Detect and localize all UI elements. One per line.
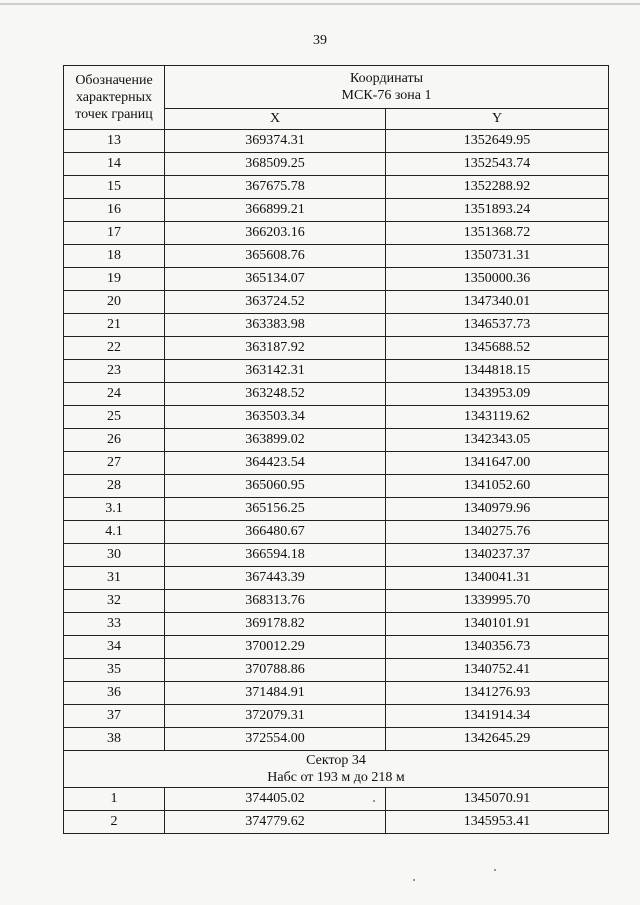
table-row — [64, 199, 609, 222]
table-row — [64, 636, 609, 659]
x-cell: 371484.91 — [165, 682, 386, 705]
table-row — [64, 360, 609, 383]
point-cell: 27 — [64, 452, 165, 475]
y-cell: 1352288.92 — [386, 176, 609, 199]
y-cell: 1340752.41 — [386, 659, 609, 682]
y-cell: 1341647.00 — [386, 452, 609, 475]
y-cell: 1351368.72 — [386, 222, 609, 245]
table-row — [64, 176, 609, 199]
y-cell: 1347340.01 — [386, 291, 609, 314]
point-cell: 4.1 — [64, 521, 165, 544]
y-cell: 1340979.96 — [386, 498, 609, 521]
x-cell: 368313.76 — [165, 590, 386, 613]
x-cell: 372554.00 — [165, 728, 386, 751]
table-row — [64, 130, 609, 153]
y-cell: 1342645.29 — [386, 728, 609, 751]
table-row — [64, 452, 609, 475]
point-cell: 21 — [64, 314, 165, 337]
point-cell: 25 — [64, 406, 165, 429]
point-designation-header — [64, 66, 165, 130]
table-row — [64, 222, 609, 245]
y-cell: 1346537.73 — [386, 314, 609, 337]
y-cell: 1345070.91 — [386, 788, 609, 811]
table-row — [64, 245, 609, 268]
x-cell: 370788.86 — [165, 659, 386, 682]
x-cell: 366203.16 — [165, 222, 386, 245]
table-row — [64, 498, 609, 521]
point-cell: 26 — [64, 429, 165, 452]
point-cell: 16 — [64, 199, 165, 222]
x-cell: 365608.76 — [165, 245, 386, 268]
point-cell: 33 — [64, 613, 165, 636]
sector-title: Сектор 34 — [306, 753, 366, 768]
table-row — [64, 788, 609, 811]
point-cell: 18 — [64, 245, 165, 268]
x-cell: 374779.62 — [165, 811, 386, 834]
sector-subtitle: Набс от 193 м до 218 м — [267, 770, 405, 785]
point-cell: 35 — [64, 659, 165, 682]
scan-speck — [413, 879, 415, 881]
point-cell: 34 — [64, 636, 165, 659]
x-cell: 374405.02 — [165, 788, 386, 811]
scan-speck — [373, 800, 375, 802]
table-row — [64, 811, 609, 834]
table-row — [64, 521, 609, 544]
point-header-line: точек границ — [75, 107, 153, 122]
y-column-header: Y — [386, 109, 609, 130]
point-cell: 28 — [64, 475, 165, 498]
coordinates-table — [63, 65, 609, 834]
scan-top-edge — [0, 3, 640, 5]
point-cell: 14 — [64, 153, 165, 176]
point-cell: 24 — [64, 383, 165, 406]
coordinates-header-line: МСК-76 зона 1 — [341, 88, 432, 103]
table-row — [64, 268, 609, 291]
x-cell: 368509.25 — [165, 153, 386, 176]
x-cell: 365134.07 — [165, 268, 386, 291]
y-cell: 1341052.60 — [386, 475, 609, 498]
table-row — [64, 590, 609, 613]
table-row — [64, 475, 609, 498]
y-cell: 1350000.36 — [386, 268, 609, 291]
sector-rows — [64, 788, 609, 834]
point-cell: 3.1 — [64, 498, 165, 521]
table-row — [64, 291, 609, 314]
table-row — [64, 153, 609, 176]
x-cell: 366594.18 — [165, 544, 386, 567]
x-cell: 363503.34 — [165, 406, 386, 429]
x-column-header: X — [165, 109, 386, 130]
y-cell: 1351893.24 — [386, 199, 609, 222]
table-row — [64, 406, 609, 429]
y-cell: 1352543.74 — [386, 153, 609, 176]
coordinates-header-line: Координаты — [350, 71, 423, 86]
y-cell: 1340356.73 — [386, 636, 609, 659]
y-cell: 1340237.37 — [386, 544, 609, 567]
y-cell: 1342343.05 — [386, 429, 609, 452]
y-cell: 1341276.93 — [386, 682, 609, 705]
point-cell: 2 — [64, 811, 165, 834]
table-row — [64, 337, 609, 360]
x-cell: 366480.67 — [165, 521, 386, 544]
point-header-line: характерных — [75, 90, 153, 105]
y-cell: 1350731.31 — [386, 245, 609, 268]
y-cell: 1344818.15 — [386, 360, 609, 383]
x-cell: 372079.31 — [165, 705, 386, 728]
y-cell: 1352649.95 — [386, 130, 609, 153]
x-cell: 366899.21 — [165, 199, 386, 222]
point-cell: 31 — [64, 567, 165, 590]
x-cell: 367443.39 — [165, 567, 386, 590]
y-cell: 1340041.31 — [386, 567, 609, 590]
x-cell: 363142.31 — [165, 360, 386, 383]
x-cell: 364423.54 — [165, 452, 386, 475]
x-cell: 363899.02 — [165, 429, 386, 452]
x-cell: 363383.98 — [165, 314, 386, 337]
x-cell: 363248.52 — [165, 383, 386, 406]
table-row — [64, 314, 609, 337]
page-number: 39 — [313, 33, 327, 48]
point-cell: 20 — [64, 291, 165, 314]
point-cell: 38 — [64, 728, 165, 751]
x-cell: 367675.78 — [165, 176, 386, 199]
y-cell: 1339995.70 — [386, 590, 609, 613]
point-cell: 1 — [64, 788, 165, 811]
y-cell: 1345688.52 — [386, 337, 609, 360]
scan-speck — [494, 869, 496, 871]
table-row — [64, 429, 609, 452]
point-cell: 30 — [64, 544, 165, 567]
x-cell: 363724.52 — [165, 291, 386, 314]
point-cell: 23 — [64, 360, 165, 383]
table-row — [64, 682, 609, 705]
table-row — [64, 567, 609, 590]
x-cell: 369178.82 — [165, 613, 386, 636]
table-row — [64, 613, 609, 636]
x-cell: 363187.92 — [165, 337, 386, 360]
point-cell: 19 — [64, 268, 165, 291]
coordinates-header — [165, 66, 609, 109]
y-cell: 1340275.76 — [386, 521, 609, 544]
table-row — [64, 705, 609, 728]
y-cell: 1345953.41 — [386, 811, 609, 834]
x-cell: 370012.29 — [165, 636, 386, 659]
point-cell: 36 — [64, 682, 165, 705]
point-cell: 37 — [64, 705, 165, 728]
table-row — [64, 728, 609, 751]
table-row — [64, 659, 609, 682]
main-rows — [64, 130, 609, 751]
point-header-line: Обозначение — [75, 73, 153, 88]
table-row — [64, 544, 609, 567]
y-cell: 1340101.91 — [386, 613, 609, 636]
y-cell: 1343953.09 — [386, 383, 609, 406]
point-cell: 15 — [64, 176, 165, 199]
y-cell: 1341914.34 — [386, 705, 609, 728]
sector-caption — [64, 751, 609, 788]
x-cell: 365060.95 — [165, 475, 386, 498]
point-cell: 22 — [64, 337, 165, 360]
x-cell: 365156.25 — [165, 498, 386, 521]
table-row — [64, 383, 609, 406]
y-cell: 1343119.62 — [386, 406, 609, 429]
point-cell: 32 — [64, 590, 165, 613]
point-cell: 13 — [64, 130, 165, 153]
x-cell: 369374.31 — [165, 130, 386, 153]
point-cell: 17 — [64, 222, 165, 245]
